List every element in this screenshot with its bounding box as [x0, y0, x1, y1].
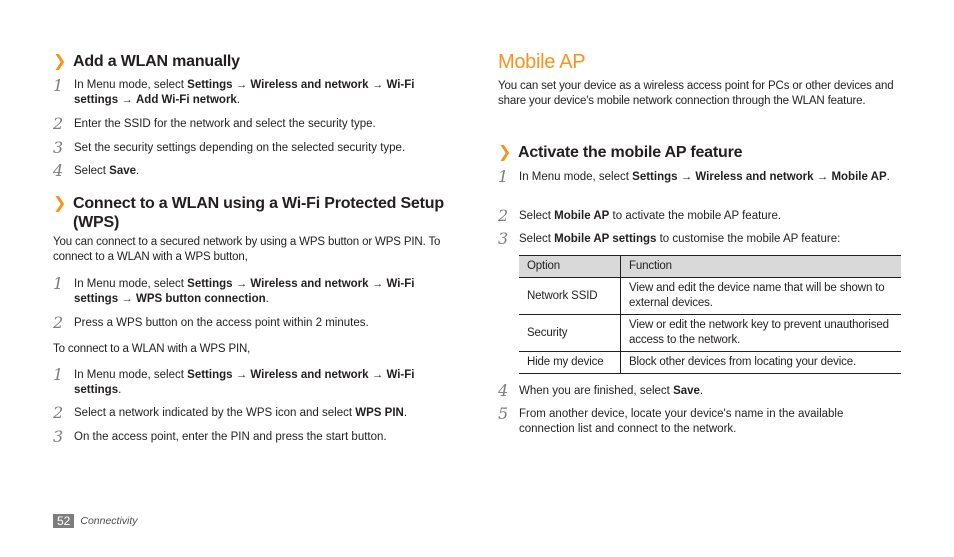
table-cell: Security: [519, 315, 621, 352]
table-row: [519, 352, 901, 374]
chevron-icon: ❯: [498, 144, 512, 161]
table-row: [519, 278, 901, 315]
step-number: 2: [53, 313, 64, 332]
step-number: 2: [53, 403, 64, 422]
step-number: 1: [498, 167, 509, 186]
step-number: 5: [498, 404, 509, 423]
wps-pin-intro: To connect to a WLAN with a WPS PIN,: [53, 343, 251, 355]
step-text: Select a network indicated by the WPS icon and select WPS PIN.: [74, 407, 408, 419]
step-text: In Menu mode, select Settings → Wireless and network → Mobile AP.: [519, 171, 890, 183]
step-number: 2: [498, 206, 509, 225]
table-cell: View and edit the device name that will be shown to external devices.: [621, 278, 902, 315]
step-text: Set the security settings depending on the selected security type.: [74, 142, 406, 154]
heading-activate: ❯ Activate the mobile AP feature: [498, 144, 743, 161]
table-cell: Network SSID: [519, 278, 621, 315]
step-text: In Menu mode, select Settings → Wireless and network → Wi-Fi settings → WPS button connection.: [74, 278, 415, 305]
table-row: [519, 315, 901, 352]
step-number: 4: [53, 161, 64, 180]
table-header-row: [519, 256, 901, 278]
step-number: 3: [498, 229, 509, 248]
page-number: 52: [53, 514, 74, 528]
step-text: Press a WPS button on the access point within 2 minutes.: [74, 317, 369, 329]
step-number: 1: [53, 274, 64, 293]
step-text: When you are finished, select Save.: [519, 385, 704, 397]
chevron-icon: ❯: [53, 195, 67, 212]
step-text: Select Save.: [74, 165, 140, 177]
step-number: 2: [53, 114, 64, 133]
step-text: In Menu mode, select Settings → Wireless and network → Wi-Fi settings → Add Wi-Fi network.: [74, 79, 415, 106]
step-number: 3: [53, 138, 64, 157]
step-text: Enter the SSID for the network and select the security type.: [74, 118, 376, 130]
section-name: Connectivity: [80, 515, 138, 527]
heading-wps: ❯ Connect to a WLAN using a Wi-Fi Protected Setup (WPS): [53, 195, 444, 231]
step-text: In Menu mode, select Settings → Wireless and network → Wi-Fi settings.: [74, 369, 415, 396]
page-footer: [53, 514, 138, 528]
table-cell: Block other devices from locating your device.: [621, 352, 902, 374]
wps-intro: You can connect to a secured network by using a WPS button or WPS PIN. To connect to a WLAN with a WPS button,: [53, 236, 441, 263]
step-number: 3: [53, 427, 64, 446]
step-text: On the access point, enter the PIN and press the start button.: [74, 431, 387, 443]
step-text: Select Mobile AP to activate the mobile AP feature.: [519, 210, 782, 222]
step-number: 1: [53, 365, 64, 384]
chevron-icon: ❯: [53, 53, 67, 70]
table-cell: Hide my device: [519, 352, 621, 374]
step-text: From another device, locate your device's name in the available connection list and connect to the network.: [519, 408, 844, 435]
table-header: Option: [519, 256, 621, 278]
heading-add-wlan: ❯ Add a WLAN manually: [53, 53, 240, 70]
table-header: Function: [621, 256, 902, 278]
page-title: Mobile AP: [498, 51, 586, 73]
options-table: [519, 255, 901, 374]
mobile-ap-intro: You can set your device as a wireless access point for PCs or other devices and share your device's mobile network connection through the WLAN feature.: [498, 80, 894, 107]
step-number: 4: [498, 381, 509, 400]
step-text: Select Mobile AP settings to customise the mobile AP feature:: [519, 233, 841, 245]
table-cell: View or edit the network key to prevent unauthorised access to the network.: [621, 315, 902, 352]
step-number: 1: [53, 76, 64, 95]
